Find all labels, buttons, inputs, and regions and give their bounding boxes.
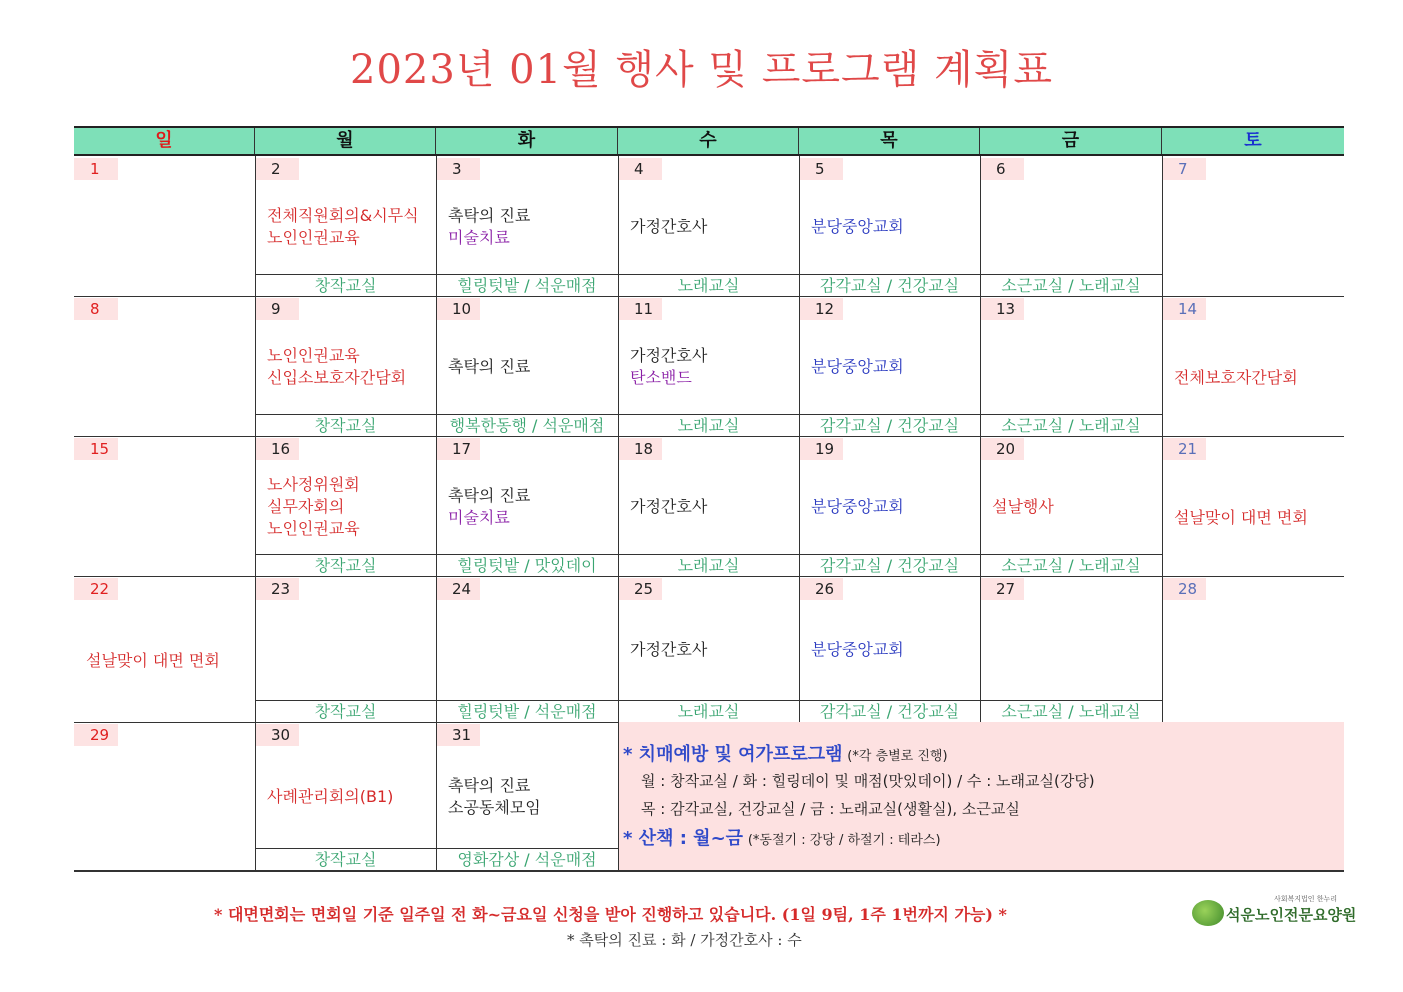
day-cell (255, 436, 436, 576)
day-cell (1162, 296, 1344, 436)
day-cell (618, 576, 799, 722)
walk-note: (*동절기 : 강당 / 하절기 : 테라스) (747, 833, 941, 848)
day-cell (980, 576, 1162, 722)
day-number: 13 (980, 298, 1024, 320)
grid-line (74, 296, 1344, 297)
program-label: 행복한동행 / 석운매점 (436, 414, 618, 436)
day-number: 3 (436, 158, 480, 180)
event-text: 노사정위원회 (267, 475, 360, 494)
program-label: 힐링텃밭 / 석운매점 (436, 700, 618, 722)
day-number: 20 (980, 438, 1024, 460)
facility-logo (1192, 894, 1357, 930)
logo-subtitle: 사회복지법인 한누리 (1274, 895, 1338, 903)
day-number: 7 (1162, 158, 1206, 180)
day-number: 2 (255, 158, 299, 180)
event-text: 가정간호사 (630, 346, 708, 365)
program-label: 힐링텃밭 / 맛있데이 (436, 554, 618, 576)
event-text: 노인인권교육 (267, 346, 360, 365)
event-text: 탄소밴드 (630, 368, 692, 387)
event-text: 분당중앙교회 (811, 357, 904, 376)
day-cell (436, 436, 618, 576)
day-number: 11 (618, 298, 662, 320)
day-number: 12 (799, 298, 843, 320)
event-text: 가정간호사 (630, 640, 708, 659)
event-text: 분당중앙교회 (811, 497, 904, 516)
day-number: 23 (255, 578, 299, 600)
program-label: 소근교실 / 노래교실 (980, 414, 1162, 436)
event-text: 소공동체모임 (448, 798, 541, 817)
day-cell (799, 156, 980, 296)
event-text: 사례관리회의(B1) (267, 787, 394, 806)
day-cell (618, 296, 799, 436)
day-number: 25 (618, 578, 662, 600)
program-label: 노래교실 (618, 414, 799, 436)
leaf-logo-icon (1192, 900, 1224, 926)
day-number: 27 (980, 578, 1024, 600)
weekday-header (74, 126, 1344, 156)
day-cell (436, 156, 618, 296)
grid-line (436, 722, 437, 870)
day-number: 18 (618, 438, 662, 460)
page-title: 2023년 01월 행사 및 프로그램 계획표 (350, 47, 1053, 93)
event-text: 미술치료 (448, 228, 510, 247)
program-label: 감각교실 / 건강교실 (799, 414, 980, 436)
day-cell (1162, 436, 1344, 576)
event-text: 촉탁의 진료 (448, 776, 531, 795)
day-cell (980, 436, 1162, 576)
day-cell (618, 436, 799, 576)
dementia-program-title: * 치매예방 및 여가프로그램 (623, 744, 843, 765)
grid-line (436, 156, 437, 722)
day-number: 1 (74, 158, 118, 180)
day-cell (255, 576, 436, 722)
weekday-fri: 금 (980, 128, 1162, 154)
day-number: 24 (436, 578, 480, 600)
day-cell (74, 156, 255, 296)
event-text: 노인인권교육 (267, 519, 360, 538)
day-number: 5 (799, 158, 843, 180)
program-label: 창작교실 (255, 414, 436, 436)
program-label: 창작교실 (255, 554, 436, 576)
day-cell (74, 722, 255, 870)
day-number: 8 (74, 298, 118, 320)
event-text: 전체보호자간담회 (1174, 368, 1298, 387)
event-text: 신입소보호자간담회 (267, 368, 407, 387)
day-cell (74, 296, 255, 436)
grid-line (980, 156, 981, 722)
schedule-note: * 촉탁의 진료 : 화 / 가정간호사 : 수 (567, 931, 802, 949)
day-cell (799, 436, 980, 576)
event-text: 가정간호사 (630, 217, 708, 236)
program-notes (619, 722, 1344, 870)
day-cell (255, 722, 436, 870)
day-number: 10 (436, 298, 480, 320)
weekday-wed: 수 (618, 128, 799, 154)
day-number: 30 (255, 724, 299, 746)
day-cell (255, 156, 436, 296)
grid-line (799, 156, 800, 722)
day-cell (618, 156, 799, 296)
grid-line (1162, 156, 1163, 722)
program-label: 창작교실 (255, 848, 436, 870)
program-label: 영화감상 / 석운매점 (436, 848, 618, 870)
weekday-sat: 토 (1244, 130, 1262, 151)
event-text: 노인인권교육 (267, 228, 360, 247)
day-number: 6 (980, 158, 1024, 180)
weekday-mon: 월 (255, 128, 436, 154)
event-text: 설날맞이 대면 면회 (86, 651, 220, 670)
weekday-tue: 화 (436, 128, 618, 154)
program-label: 노래교실 (618, 700, 799, 722)
program-label: 감각교실 / 건강교실 (799, 554, 980, 576)
event-text: 촉탁의 진료 (448, 206, 531, 225)
day-number: 29 (74, 724, 118, 746)
weekday-sun: 일 (74, 128, 255, 154)
grid-line (74, 870, 1344, 872)
event-text: 가정간호사 (630, 497, 708, 516)
notes-line-2: 월 : 창작교실 / 화 : 힐링데이 및 매점(맛있데이) / 수 : 노래교실(강당) (641, 772, 1095, 790)
program-label: 감각교실 / 건강교실 (799, 274, 980, 296)
grid-line (74, 576, 1344, 577)
day-number: 9 (255, 298, 299, 320)
day-number: 14 (1162, 298, 1206, 320)
event-text: 분당중앙교회 (811, 640, 904, 659)
day-number: 26 (799, 578, 843, 600)
event-text: 전체직원회의&시무식 (267, 206, 419, 225)
day-number: 21 (1162, 438, 1206, 460)
day-cell (980, 156, 1162, 296)
program-label: 소근교실 / 노래교실 (980, 274, 1162, 296)
grid-line (74, 436, 1344, 437)
day-cell (436, 576, 618, 722)
day-number: 28 (1162, 578, 1206, 600)
day-cell (980, 296, 1162, 436)
day-number: 4 (618, 158, 662, 180)
program-label: 힐링텃밭 / 석운매점 (436, 274, 618, 296)
walk-title: * 산책 : 월~금 (623, 828, 744, 849)
day-number: 22 (74, 578, 118, 600)
day-cell (74, 576, 255, 722)
program-label: 노래교실 (618, 554, 799, 576)
logo-name: 석운노인전문요양원 (1226, 906, 1357, 924)
dementia-program-note: (*각 층별로 진행) (847, 749, 948, 764)
day-number: 31 (436, 724, 480, 746)
visit-notice: * 대면면회는 면회일 기준 일주일 전 화~금요일 신청을 받아 진행하고 있습니다. (1일 9팀, 1주 1번까지 가능) * (214, 905, 1007, 924)
program-label: 노래교실 (618, 274, 799, 296)
grid-line (255, 722, 256, 870)
day-cell (436, 722, 618, 870)
event-text: 분당중앙교회 (811, 217, 904, 236)
event-text: 설날행사 (992, 497, 1054, 516)
event-text: 실무자회의 (267, 497, 345, 516)
notes-line-3: 목 : 감각교실, 건강교실 / 금 : 노래교실(생활실), 소근교실 (641, 800, 1020, 818)
day-cell (1162, 156, 1344, 296)
day-number: 15 (74, 438, 118, 460)
day-number: 16 (255, 438, 299, 460)
grid-line (255, 156, 256, 722)
grid-line (618, 156, 619, 722)
program-label: 소근교실 / 노래교실 (980, 554, 1162, 576)
day-number: 17 (436, 438, 480, 460)
day-cell (255, 296, 436, 436)
day-number: 19 (799, 438, 843, 460)
program-label: 창작교실 (255, 274, 436, 296)
program-label: 소근교실 / 노래교실 (980, 700, 1162, 722)
event-text: 미술치료 (448, 508, 510, 527)
event-text: 설날맞이 대면 면회 (1174, 508, 1308, 527)
day-cell (436, 296, 618, 436)
program-label: 감각교실 / 건강교실 (799, 700, 980, 722)
day-cell (799, 576, 980, 722)
event-text: 촉탁의 진료 (448, 486, 531, 505)
event-text: 촉탁의 진료 (448, 357, 531, 376)
day-cell (799, 296, 980, 436)
day-cell (1162, 576, 1344, 722)
program-label: 창작교실 (255, 700, 436, 722)
weekday-thu: 목 (799, 128, 980, 154)
day-cell (74, 436, 255, 576)
